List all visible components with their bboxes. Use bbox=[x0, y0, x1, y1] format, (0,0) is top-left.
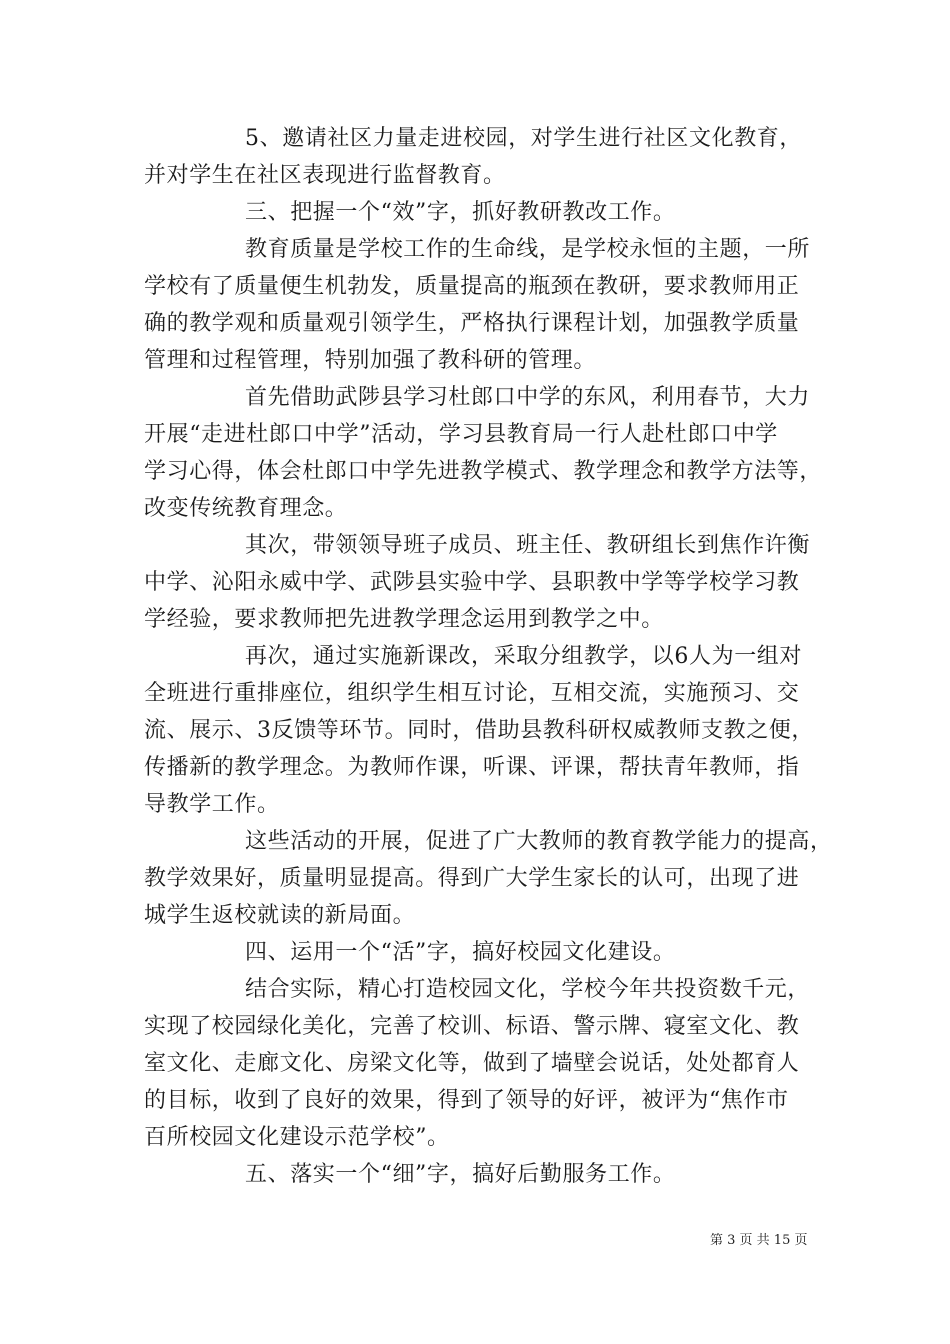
text-line: 学习心得，体会杜郎口中学先进教学模式、教学理念和教学方法等， bbox=[144, 459, 823, 484]
text-line: 全班进行重排座位，组织学生相互讨论，互相交流，实施预习、交 bbox=[144, 681, 800, 706]
text-line: 管理和过程管理，特别加强了教科研的管理。 bbox=[144, 348, 597, 373]
text-line: 百所校园文化建设示范学校”。 bbox=[144, 1125, 450, 1150]
text-line: 学校有了质量便生机勃发，质量提高的瓶颈在教研，要求教师用正 bbox=[144, 274, 800, 299]
text-line: 确的教学观和质量观引领学生，严格执行课程计划，加强教学质量 bbox=[144, 311, 800, 336]
text-line: 中学、沁阳永威中学、武陟县实验中学、县职教中学等学校学习教 bbox=[144, 570, 800, 595]
text-line: 实现了校园绿化美化，完善了校训、标语、警示牌、寝室文化、教 bbox=[144, 1014, 800, 1039]
text-line: 传播新的教学理念。为教师作课，听课、评课，帮扶青年教师，指 bbox=[144, 755, 800, 780]
text-line: 结合实际，精心打造校园文化，学校今年共投资数千元， bbox=[245, 977, 811, 1002]
text-line: 这些活动的开展，促进了广大教师的教育教学能力的提高， bbox=[245, 829, 833, 854]
text-line: 改变传统教育理念。 bbox=[144, 496, 348, 521]
text-line: 导教学工作。 bbox=[144, 792, 280, 817]
text-line: 其次，带领领导班子成员、班主任、教研组长到焦作许衡 bbox=[245, 533, 811, 558]
text-line: 的目标，收到了良好的效果，得到了领导的好评，被评为“焦作市 bbox=[144, 1088, 789, 1113]
text-line: 教学效果好，质量明显提高。得到广大学生家长的认可，出现了进 bbox=[144, 866, 800, 891]
text-line: 5、邀请社区力量走进校园，对学生进行社区文化教育， bbox=[245, 126, 802, 151]
text-line: 开展“走进杜郎口中学”活动，学习县教育局一行人赴杜郎口中学 bbox=[144, 422, 778, 447]
section-heading: 五、落实一个“细”字，搞好后勤服务工作。 bbox=[245, 1162, 676, 1187]
text-line: 首先借助武陟县学习杜郎口中学的东风，利用春节，大力 bbox=[245, 385, 811, 410]
text-line: 教育质量是学校工作的生命线，是学校永恒的主题，一所 bbox=[245, 237, 811, 262]
text-line: 并对学生在社区表现进行监督教育。 bbox=[144, 163, 506, 188]
text-line: 学经验，要求教师把先进教学理念运用到教学之中。 bbox=[144, 607, 664, 632]
section-heading: 四、运用一个“活”字，搞好校园文化建设。 bbox=[245, 940, 676, 965]
text-line: 城学生返校就读的新局面。 bbox=[144, 903, 416, 928]
text-line: 流、展示、3反馈等环节。同时，借助县教科研权威教师支教之便， bbox=[144, 718, 814, 743]
text-line: 室文化、走廊文化、房梁文化等，做到了墙壁会说话，处处都育人 bbox=[144, 1051, 800, 1076]
section-heading: 三、把握一个“效”字，抓好教研教改工作。 bbox=[245, 200, 676, 225]
text-line: 再次，通过实施新课改，采取分组教学，以6人为一组对 bbox=[245, 644, 802, 669]
page-number-footer: 第 3 页 共 15 页 bbox=[710, 1233, 808, 1248]
